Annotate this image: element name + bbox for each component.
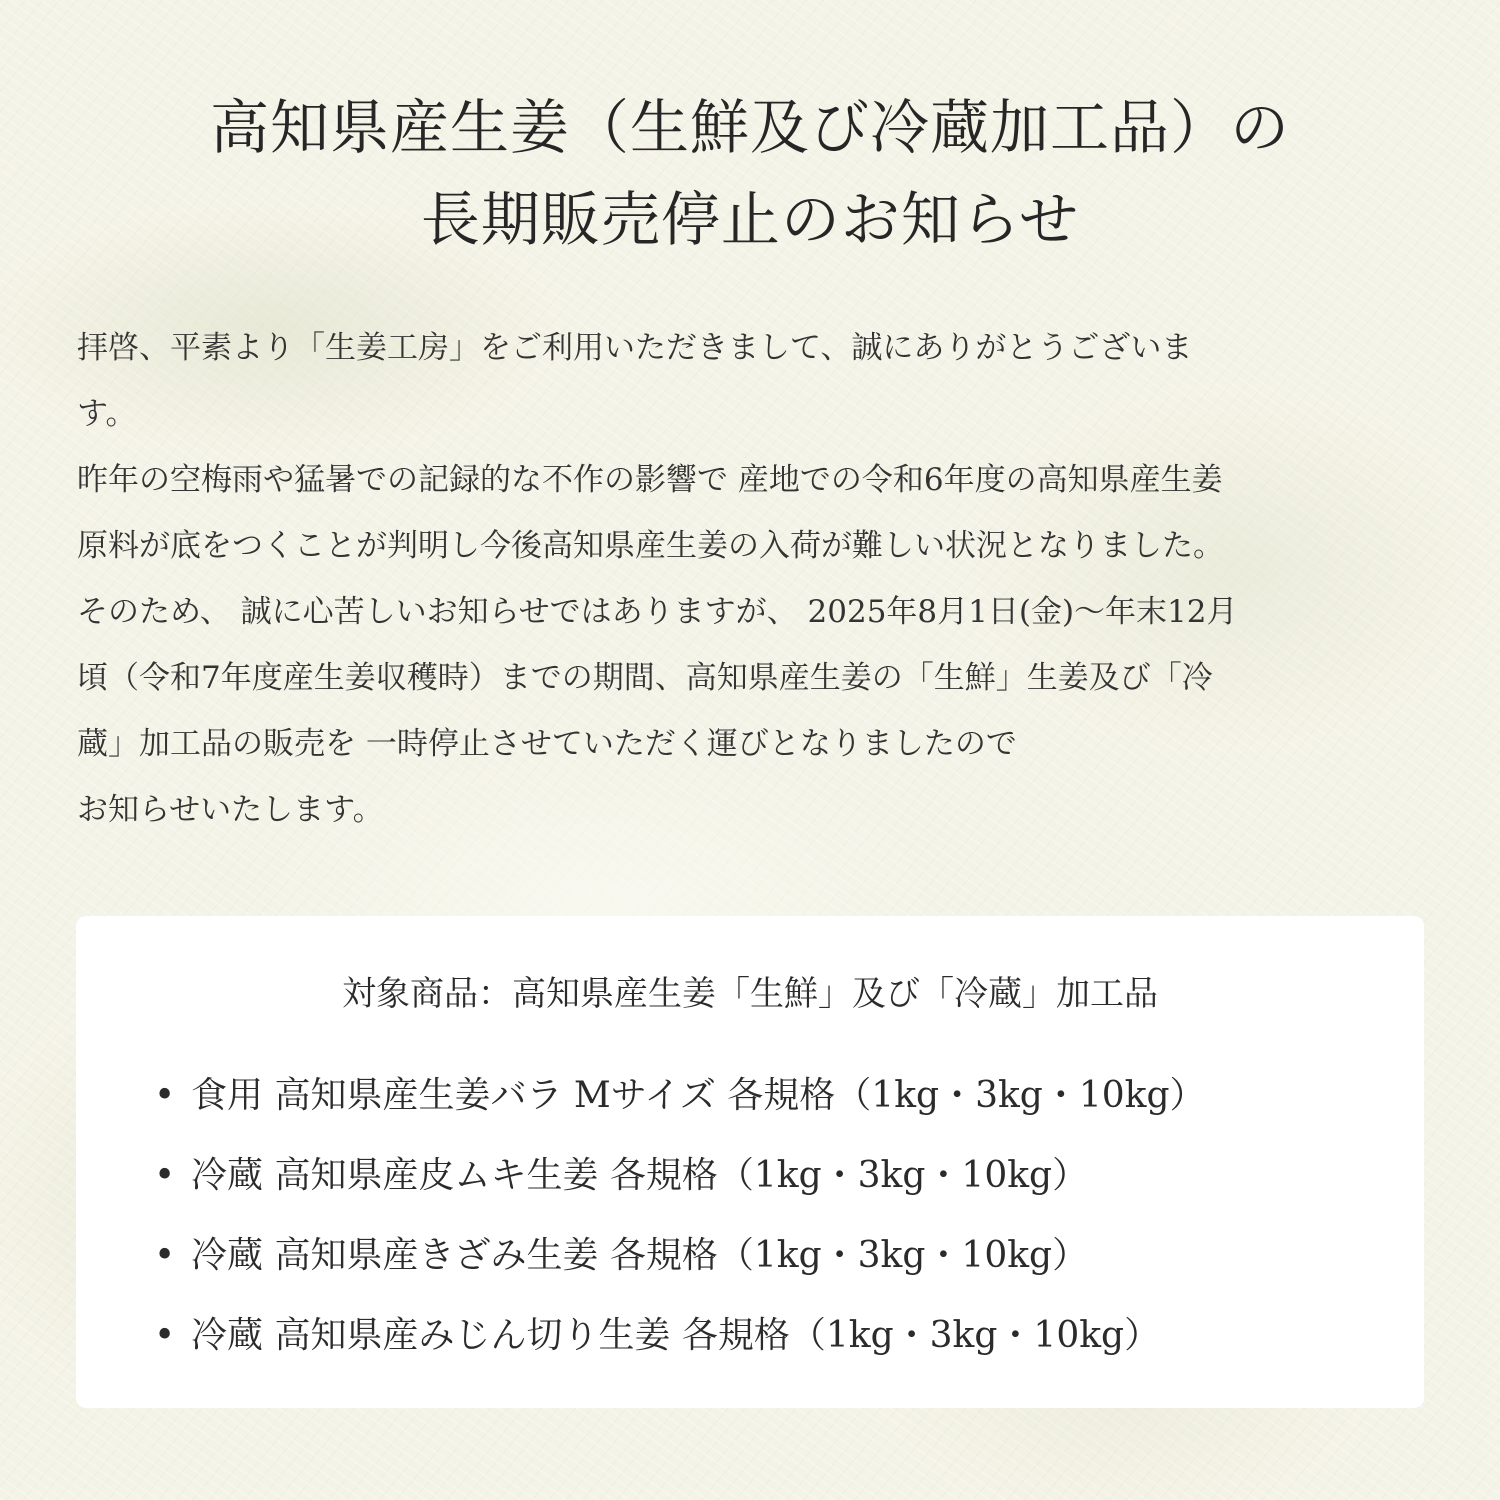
title-line-2: 長期販売停止のお知らせ [420,185,1080,254]
body-line: 拝啓、平素より「生姜工房」をご利用いただきまして、誠にありがとうございま [77,330,1193,366]
bullet-icon: • [154,1315,176,1356]
target-products-box [76,916,1424,1408]
list-item [146,1136,1206,1216]
product-list [146,1056,1206,1376]
target-products-heading: 対象商品：高知県産生姜「生鮮」及び「冷蔵」加工品 [342,974,1158,1014]
body-line: 蔵」加工品の販売を 一時停止させていただく運びとなりましたので [77,726,1017,762]
body-line: 昨年の空梅雨や猛暑での記録的な不作の影響で 産地での令和6年度の高知県産生姜 [77,462,1223,498]
bullet-icon: • [154,1235,176,1276]
notice-body [77,315,1427,843]
body-line: 原料が底をつくことが判明し今後高知県産生姜の入荷が難しい状況となりました。 [77,528,1224,564]
page-title [40,82,1460,266]
product-item-label: 冷蔵 高知県産きざみ生姜 各規格（1kg・3kg・10kg） [191,1235,1089,1276]
product-item-label: 冷蔵 高知県産皮ムキ生姜 各規格（1kg・3kg・10kg） [191,1155,1089,1196]
list-item [146,1056,1206,1136]
bullet-icon: • [154,1075,176,1116]
body-line: す。 [77,396,137,432]
body-line: 頃（令和7年度産生姜収穫時）までの期間、高知県産生姜の「生鮮」生姜及び「冷 [77,660,1213,696]
body-line: そのため、 誠に心苦しいお知らせではありますが、 2025年8月1日(金)～年末12月 [77,594,1238,630]
title-line-1: 高知県産生姜（生鮮及び冷蔵加工品）の [209,93,1290,162]
product-item-label: 冷蔵 高知県産みじん切り生姜 各規格（1kg・3kg・10kg） [191,1315,1161,1356]
bullet-icon: • [154,1155,176,1196]
list-item [146,1296,1206,1376]
list-item [146,1216,1206,1296]
product-item-label: 食用 高知県産生姜バラ Mサイズ 各規格（1kg・3kg・10kg） [191,1075,1206,1116]
body-line: お知らせいたします。 [77,792,384,828]
